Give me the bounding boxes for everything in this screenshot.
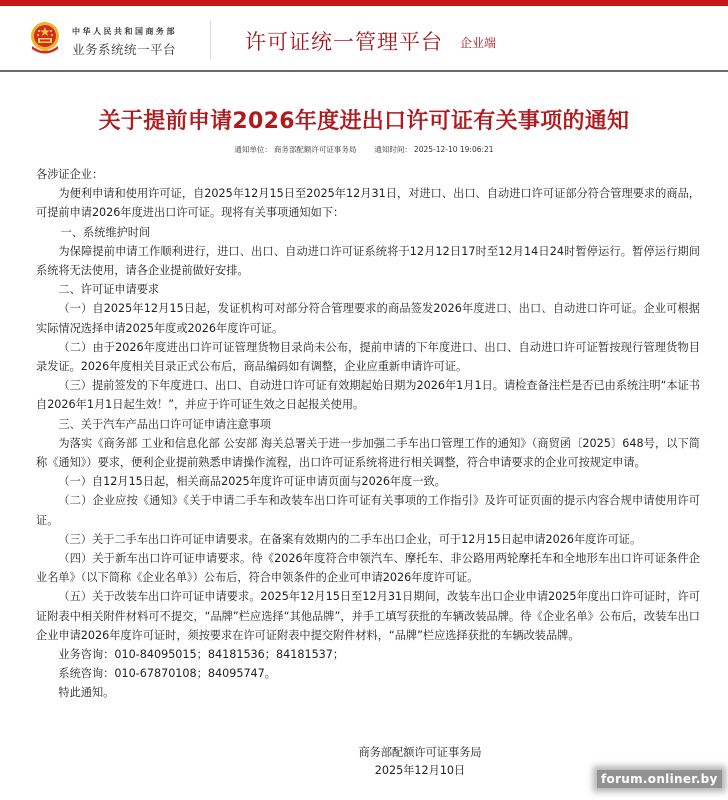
paragraph: （一）自12月15日起，相关商品2025年度许可证申请页面与2026年度一致。 — [58, 475, 446, 489]
paragraph: 为落实《商务部 工业和信息化部 公安部 海关总署关于进一步加强二手车出口管理工作的通知》（商贸函〔2025〕648号，以下简称《通知》）要求，便利企业提前熟悉申请操作流程，出口许可证系统将进行相关调整，符合申请要求的企业可按规定申请。 — [36, 436, 700, 470]
issue-date: 2025年12月10日 — [374, 764, 466, 777]
business-contact: 业务咨询：010-84095015；84181536；84181537； — [58, 648, 345, 662]
issuer-name: 商务部配额许可证事务局 — [358, 746, 482, 759]
paragraph: （三）关于二手车出口许可证申请要求。在备案有效期内的二手车出口企业，可于12月15日起申请2026年度许可证。 — [58, 532, 642, 546]
header-divider — [210, 20, 211, 60]
paragraph: （二）企业应按《通知》《关于申请二手车和改装车出口许可证有关事项的工作指引》及许可证页面的提示内容合规申请使用许可证。 — [36, 494, 700, 527]
notice-title: 关于提前申请2026年度进出口许可证有关事项的通知 — [98, 109, 630, 134]
signature-block — [330, 744, 510, 780]
paragraph: （四）关于新车出口许可证申请要求。待《2026年度符合申领汽车、摩托车、非公路用两轮摩托车和全地形车出口许可证条件企业名单》（以下简称《企业名单》）公布后，符合申领条件的企业可申请2026年度许可证。 — [36, 552, 700, 585]
system-contact: 系统咨询：010-67870108；84095747。 — [58, 667, 276, 681]
org-name: 中华人民共和国商务部 — [72, 27, 177, 36]
watermark: forum.onliner.by — [597, 770, 722, 788]
org-system-name: 业务系统统一平台 — [72, 42, 177, 57]
paragraph: （五）关于改装车出口许可证申请要求。2025年12月15日至12月31日期间，改装车出口企业申请2025年度出口许可证时，许可证附表中相关附件材料可不提交，“品牌”栏应选择“其他品牌”，并手工填写获批的车辆改装品牌。待《企业名单》公布后，改装车出口企业申请2026年度许可证时，须按要求在许可证附表中提交附件材料，“品牌”栏应选择获批的车辆改装品牌。 — [36, 590, 700, 642]
meta-time-label: 通知时间： — [374, 145, 412, 154]
section-heading: 三、关于汽车产品出口许可证申请注意事项 — [58, 417, 271, 431]
paragraph: （一）自2025年12月15日起，发证机构可对部分符合管理要求的商品签发2026年度进口、出口、自动进口许可证。企业可根据实际情况选择申请2025年度或2026年度许可证。 — [36, 302, 700, 335]
meta-unit-value: 商务部配额许可证事务局 — [273, 145, 357, 154]
section-heading: 二、许可证申请要求 — [58, 283, 160, 297]
intro-paragraph: 为便利申请和使用许可证，自2025年12月15日至2025年12月31日，对进口、出口、自动进口许可证部分符合管理要求的商品，可提前申请2026年度进出口许可证。现将有关事项通知如下： — [36, 187, 700, 220]
meta-time-value: 2025-12-10 19:06:21 — [413, 145, 494, 154]
section-heading: 一、系统维护时间 — [60, 225, 151, 239]
national-emblem-icon — [27, 20, 63, 58]
paragraph: （二）由于2026年度进出口许可证管理货物目录尚未公布，提前申请的下年度进口、出口、自动进口许可证暂按现行管理货物目录发证。2026年度相关目录正式公布后，商品编码如有调整，企业应重新申请许可证。 — [36, 340, 700, 374]
site-header — [0, 6, 728, 72]
paragraph: 为保障提前申请工作顺利进行，进口、出口、自动进口许可证系统将于12月12日17时至12月14日24时暂停运行。暂停运行期间系统将无法使用，请各企业提前做好安排。 — [36, 244, 700, 278]
notice-meta — [0, 144, 728, 155]
paragraph: （三）提前签发的下年度进口、出口、自动进口许可证有效期起始日期为2026年1月1日。请检查备注栏是否已由系统注明“本证书自2026年1月1日起生效！”，并应于许可证生效之日起报关使用。 — [36, 379, 700, 412]
notice-body — [36, 165, 700, 703]
closing-line: 特此通知。 — [58, 686, 115, 700]
meta-unit-label: 通知单位： — [234, 145, 272, 154]
platform-subtitle: 企业端 — [460, 36, 497, 50]
salutation: 各涉证企业： — [36, 168, 104, 181]
platform-title[interactable]: 许可证统一管理平台 — [245, 30, 443, 54]
